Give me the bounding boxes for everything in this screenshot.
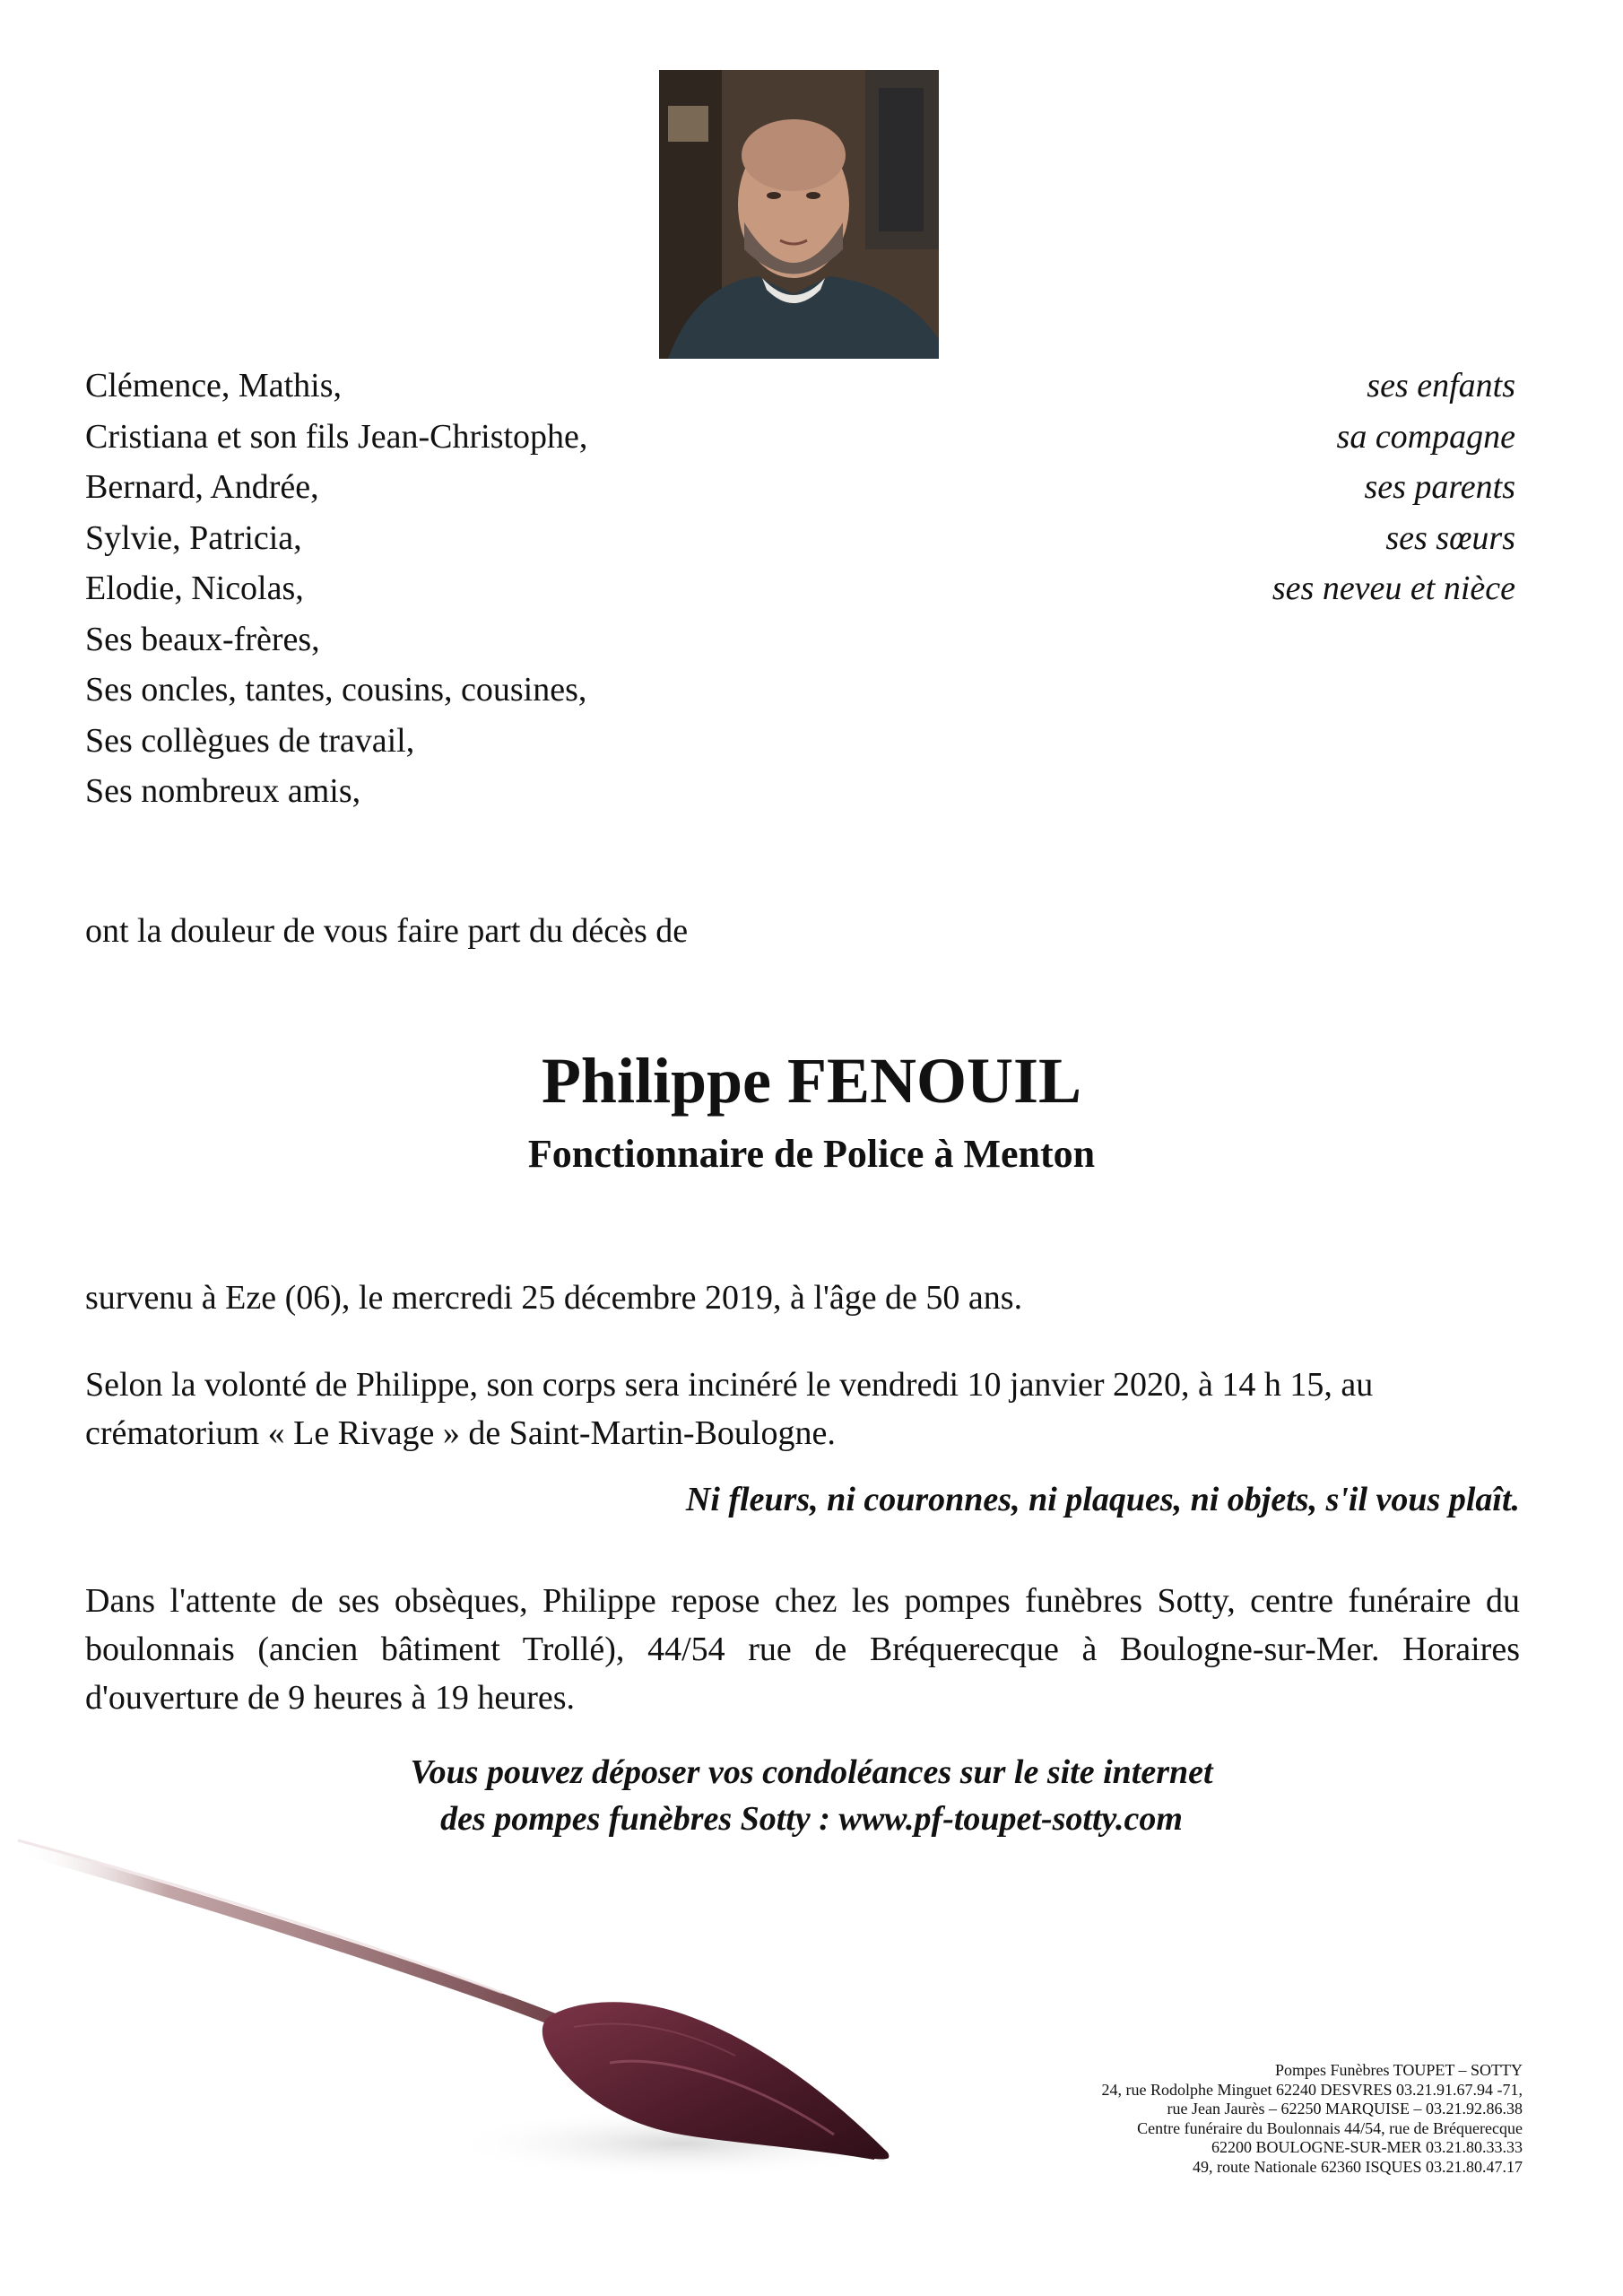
footer-line: 49, route Nationale 62360 ISQUES 03.21.80.47.17 — [1193, 2157, 1523, 2176]
relation-line: ses sœurs — [1385, 518, 1515, 557]
relation-line: ses neveu et nièce — [1271, 570, 1515, 607]
portrait-photo — [659, 70, 939, 359]
family-line: Bernard, Andrée, — [85, 468, 319, 506]
family-line: Clémence, Mathis, — [85, 367, 342, 404]
relation-line: ses enfants — [1367, 367, 1515, 404]
death-paragraph: survenu à Eze (06), le mercredi 25 décembre 2019, à l'âge de 50 ans. — [85, 1279, 1023, 1317]
family-line: Ses oncles, tantes, cousins, cousines, — [85, 671, 587, 709]
footer-line: Centre funéraire du Boulonnais 44/54, rue de Bréquerecque — [1137, 2118, 1523, 2137]
family-line: Ses collègues de travail, — [85, 721, 415, 760]
cremation-paragraph: Selon la volonté de Philippe, son corps sera incinéré le vendredi 10 janvier 2020, à 14 h 15, au crématorium « Le Rivage » de Saint-Martin-Boulogne. — [85, 1366, 1374, 1452]
portrait-illustration — [659, 70, 939, 359]
footer-line: 62200 BOULOGNE-SUR-MER 03.21.80.33.33 — [1211, 2138, 1523, 2156]
calla-lily-illustration — [0, 1794, 942, 2197]
family-line: Sylvie, Patricia, — [85, 518, 302, 557]
intro-text: ont la douleur de vous faire part du décès de — [85, 912, 689, 950]
deceased-role: Fonctionnaire de Police à Menton — [527, 1132, 1096, 1176]
relations-list — [977, 361, 1515, 614]
relation-line: sa compagne — [1336, 417, 1515, 456]
footer-line: 24, rue Rodolphe Minguet 62240 DESVRES 03.21.91.67.94 -71, — [1101, 2080, 1523, 2099]
condolences-line: Vous pouvez déposer vos condoléances sur le site internet — [410, 1753, 1213, 1791]
relation-line: ses parents — [1364, 468, 1515, 506]
rest-paragraph: Dans l'attente de ses obsèques, Philippe repose chez les pompes funèbres Sotty, centre funéraire du boulonnais (ancien bâtiment Trollé), 44/54 rue de Bréquerecque à Boulogne-sur-Mer. Horaires d'ouverture de 9 heures à 19 heures. — [85, 1582, 1520, 1717]
family-list — [85, 361, 892, 817]
condolences-line: des pompes funèbres Sotty : www.pf-toupet-sotty.com — [440, 1800, 1183, 1838]
family-line: Cristiana et son fils Jean-Christophe, — [85, 417, 588, 456]
footer-line: Pompes Funèbres TOUPET – SOTTY — [1274, 2061, 1523, 2079]
family-line: Ses nombreux amis, — [85, 772, 361, 810]
footer-line: rue Jean Jaurès – 62250 MARQUISE – 03.21.92.86.38 — [1167, 2100, 1523, 2118]
family-line: Elodie, Nicolas, — [85, 570, 304, 607]
flowers-notice: Ni fleurs, ni couronnes, ni plaques, ni objets, s'il vous plaît. — [685, 1481, 1520, 1518]
deceased-name: Philippe FENOUIL — [541, 1045, 1082, 1117]
funeral-home-address — [1102, 2061, 1523, 2177]
family-line: Ses beaux-frères, — [85, 620, 320, 658]
